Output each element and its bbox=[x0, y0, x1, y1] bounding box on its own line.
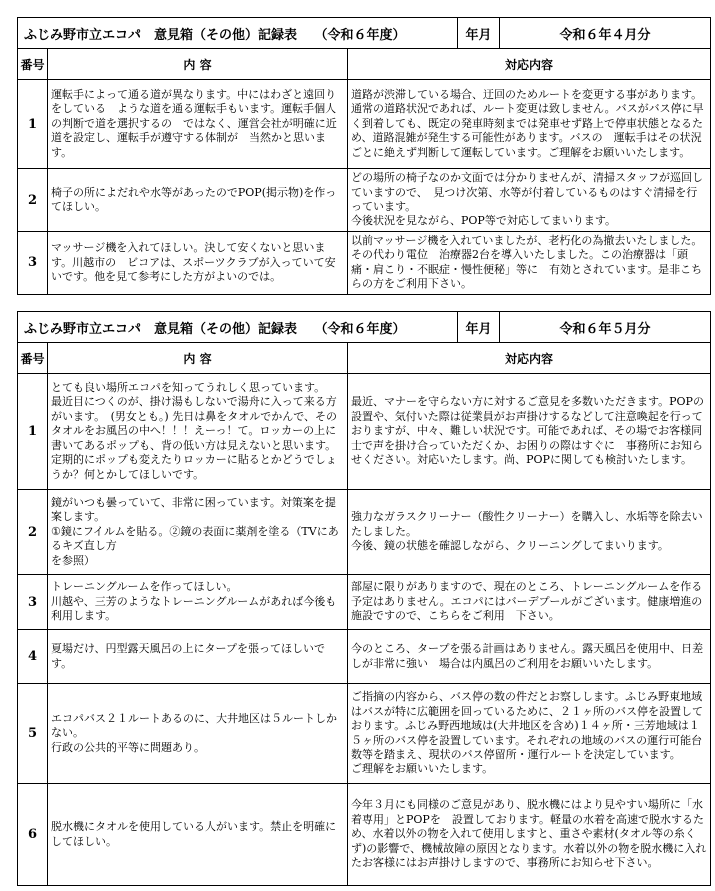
opinion-text: エコパバス２１ルートあるのに、大井地区は５ルートしかない。 行政の公共的平等に問題あり。 bbox=[51, 711, 337, 754]
year-month-label: 年月 bbox=[458, 18, 500, 49]
response-content bbox=[348, 374, 711, 490]
response-text: 強力なガラスクリーナー（酸性クリーナー）を購入し、水垢等を除去いたしました。 今後、鏡の状態を確認しながら、クリーニングしてまいります。 bbox=[351, 510, 703, 553]
table-header-row bbox=[18, 18, 711, 49]
opinion-content bbox=[48, 575, 348, 630]
month-value: 令和６年４月分 bbox=[500, 18, 711, 49]
opinion-text: 鏡がいつも曇っていて、非常に困っています。対策案を提案します。 ①鏡にフイルムを貼る。②鏡の表面に薬剤を塗る（TVにあるキズ直し方 を参照） bbox=[51, 495, 339, 567]
response-text: 以前マッサージ機を入れていましたが、老朽化の為撤去いたしました。その代わり電位 治療器2台を導入いたしました。この治療器は「頭痛・肩こり・不眠症・慢性便秘」等に 有効とされています。是非こちらの方をご利用下さい。 bbox=[351, 234, 703, 291]
opinion-text: 運転手によって通る道が異なります。中にはわざと遠回りをしている ような道を通る運転手もいます。運転手個人の判断で道を選択するの ではなく、運営会社が明確に近道を設定し、運転手が遵守する体制が 当然かと思います。 bbox=[51, 87, 337, 159]
row-number: 3 bbox=[18, 232, 48, 295]
month-value: 令和６年５月分 bbox=[500, 312, 711, 343]
opinion-content bbox=[48, 490, 348, 575]
row-number: 3 bbox=[18, 575, 48, 630]
table-row bbox=[18, 784, 711, 886]
opinion-content bbox=[48, 169, 348, 232]
column-header-number: 番号 bbox=[18, 49, 48, 80]
response-content bbox=[348, 490, 711, 575]
opinion-content bbox=[48, 630, 348, 684]
row-number: 1 bbox=[18, 80, 48, 169]
opinion-text: 夏場だけ、円型露天風呂の上にタープを張ってほしいです。 bbox=[51, 642, 326, 670]
table-title: ふじみ野市立エコパ 意見箱（その他）記録表 （令和６年度） bbox=[18, 312, 458, 343]
row-number: 2 bbox=[18, 490, 48, 575]
row-number: 5 bbox=[18, 684, 48, 784]
row-number: 1 bbox=[18, 374, 48, 490]
table-row bbox=[18, 232, 711, 295]
response-content bbox=[348, 169, 711, 232]
column-header-response: 対応内容 bbox=[348, 49, 711, 80]
table-row bbox=[18, 575, 711, 630]
opinion-content bbox=[48, 784, 348, 886]
table-row bbox=[18, 374, 711, 490]
column-header-row bbox=[18, 49, 711, 80]
record-table-may bbox=[17, 311, 711, 886]
response-text: 今のところ、タープを張る計画はありません。露天風呂を使用中、日差しが非常に強い 場合は内風呂のご利用をお願いいたします。 bbox=[351, 642, 704, 670]
response-content bbox=[348, 684, 711, 784]
response-text: 部屋に限りがありますので、現在のところ、トレーニングルームを作る予定はありません。エコパにはバーデプールがございます。健康増進の施設ですので、こちらをご利用 下さい。 bbox=[351, 580, 703, 623]
page-top-margin bbox=[0, 0, 715, 3]
row-number: 2 bbox=[18, 169, 48, 232]
column-header-content: 内 容 bbox=[48, 49, 348, 80]
opinion-text: 椅子の所によだれや水等があったのでPOP(掲示物)を作ってほしい。 bbox=[51, 185, 337, 213]
opinion-text: トレーニングルームを作ってほしい。 川越や、三芳のようなトレーニングルームがあれば今後も利用します。 bbox=[51, 580, 337, 623]
response-content bbox=[348, 630, 711, 684]
opinion-text: 脱水機にタオルを使用している人がいます。禁止を明確にしてほしい。 bbox=[51, 820, 337, 848]
opinion-content bbox=[48, 374, 348, 490]
opinion-content bbox=[48, 232, 348, 295]
column-header-row bbox=[18, 343, 711, 374]
response-text: 最近、マナーを守らない方に対するご意見を多数いただきます。POPの設置や、気付いた際は従業員がお声掛けするなどして注意喚起を行っておりますが、中々、難しい状況です。可能であれば、その場でお客様同士で声を掛け合っていただくか、お困りの際はすぐに 事務所にお知らせください。対応いたします。尚、POPに関しても検討いたします。 bbox=[351, 395, 704, 467]
opinion-content bbox=[48, 80, 348, 169]
response-content bbox=[348, 232, 711, 295]
table-row bbox=[18, 684, 711, 784]
response-text: ご指摘の内容から、バス停の数の件だとお察しします。ふじみ野東地域はバスが特に広範囲を回っているために、２１ヶ所のバス停を設置しております。ふじみ野西地域は(大井地区を含め)１４ヶ所・三芳地域は１５ヶ所のバス停を設置しています。それぞれの地域のバスの運行可能台数等を踏まえ、現状のバス停留所・運行ルートを決定しています。 ご理解をお願いいたします。 bbox=[351, 690, 703, 776]
table-row bbox=[18, 80, 711, 169]
response-content bbox=[348, 575, 711, 630]
opinion-text: マッサージ機を入れてほしい。決して安くないと思います。川越市の ビコアは、スポーツクラブが入っていて安いです。他を見て参考にした方がよいのでは。 bbox=[51, 241, 336, 284]
table-title: ふじみ野市立エコパ 意見箱（その他）記録表 （令和６年度） bbox=[18, 18, 458, 49]
table-row bbox=[18, 490, 711, 575]
table-header-row bbox=[18, 312, 711, 343]
row-number: 4 bbox=[18, 630, 48, 684]
response-content bbox=[348, 784, 711, 886]
response-text: 道路が渋滞している場合、迂回のためルートを変更する事があります。通常の道路状況であれば、ルート変更は致しません。バスがバス停に早く到着しても、既定の発車時刻までは発車せず路上で停車状態となるため、道路混雑が発生する可能性があります。バスの 運転手はその状況ごとに絶えず判断して運転しています。ご理解をお願いいたします。 bbox=[351, 87, 704, 159]
response-text: どの場所の椅子なのか文面では分かりませんが、清掃スタッフが巡回していますので、 見つけ次第、水等が付着しているものはすぐ清掃を行っています。 今後状況を見ながら、POP等で対応してまいります。 bbox=[351, 171, 703, 228]
response-text: 今年３月にも同様のご意見があり、脱水機にはより見やすい場所に「水着専用」とPOPを 設置しております。軽量の水着を高速で脱水するため、水着以外の物を入れて使用しますと、重さや素材(タオル等の糸くず)の影響で、機械故障の原因となります。水着以外の物を脱水機に入れたお客様にはお声掛けしますので、事務所にお知らせ下さい。 bbox=[351, 798, 707, 870]
response-content bbox=[348, 80, 711, 169]
column-header-number: 番号 bbox=[18, 343, 48, 374]
record-table-april bbox=[17, 17, 711, 295]
column-header-content: 内 容 bbox=[48, 343, 348, 374]
year-month-label: 年月 bbox=[458, 312, 500, 343]
opinion-content bbox=[48, 684, 348, 784]
opinion-text: とても良い場所エコパを知ってうれしく思っています。 最近目につくのが、掛け湯もしないで湯舟に入って来る方がいます。 (男女とも。) 先日は鼻をタオルでかんで、そのタオルをお風呂の中へ！！！えーっ！て。ロッカーの上に書いてあるポップも、背の低い方は見えないと思います。定期的にポップも変えたりロッカーに貼るとかどうでしょうか？何とかしてほしいです。 bbox=[51, 381, 337, 481]
row-number: 6 bbox=[18, 784, 48, 886]
column-header-response: 対応内容 bbox=[348, 343, 711, 374]
table-row bbox=[18, 169, 711, 232]
table-row bbox=[18, 630, 711, 684]
